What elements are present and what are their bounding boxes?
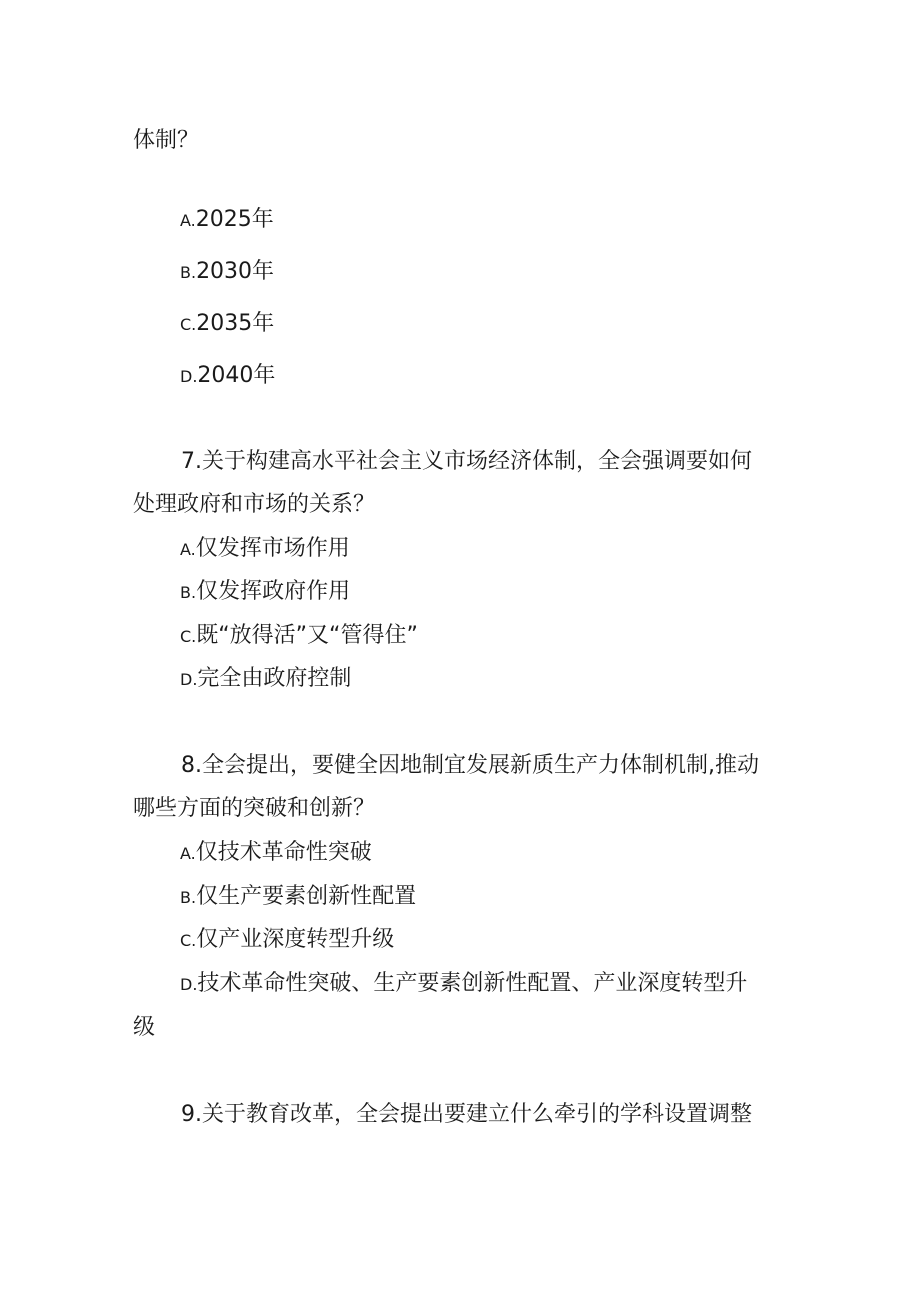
q8-stem-line1: 8.全会提出，要健全因地制宜发展新质生产力体制机制,推动	[181, 753, 759, 778]
q9-stem-line1: 9.关于教育改革，全会提出要建立什么牵引的学科设置调整	[181, 1102, 752, 1127]
option-text: 仅发挥市场作用	[195, 536, 350, 561]
option-letter: A.	[180, 844, 196, 863]
option-letter: B.	[180, 583, 197, 602]
option-letter: D.	[180, 975, 198, 994]
option-letter: C.	[180, 931, 197, 950]
option-text: 仅生产要素创新性配置	[196, 884, 417, 909]
q8-option-d	[180, 969, 747, 1000]
q8-option-b	[180, 882, 416, 913]
option-text: 2030年	[196, 259, 275, 284]
option-letter: C.	[180, 315, 197, 334]
q6-option-b	[180, 257, 274, 288]
q7-option-c	[180, 621, 418, 652]
q7-option-b	[180, 577, 350, 608]
option-letter: B.	[180, 888, 197, 907]
option-text: 2040年	[197, 363, 276, 388]
q7-option-d	[180, 664, 351, 695]
q6-option-d	[180, 361, 275, 392]
option-text: 2025年	[195, 207, 274, 232]
option-letter: D.	[180, 670, 198, 689]
option-text: 既“放得活”又“管得住”	[196, 623, 418, 648]
question-continuation: 体制？	[133, 128, 200, 153]
option-letter: B.	[180, 263, 197, 282]
option-text: 仅发挥政府作用	[196, 579, 351, 604]
option-text: 技术革命性突破、生产要素创新性配置、产业深度转型升	[197, 971, 748, 996]
q6-option-a	[180, 205, 274, 236]
option-letter: C.	[180, 627, 197, 646]
option-letter: A.	[180, 211, 196, 230]
option-text: 2035年	[196, 311, 275, 336]
option-text: 仅技术革命性突破	[195, 840, 372, 865]
q7-stem-line1: 7.关于构建高水平社会主义市场经济体制，全会强调要如何	[181, 449, 752, 474]
option-text: 完全由政府控制	[197, 666, 352, 691]
option-letter: D.	[180, 367, 198, 386]
option-letter: A.	[180, 540, 196, 559]
q8-option-a	[180, 838, 372, 869]
q8-option-d-wrap: 级	[133, 1015, 156, 1040]
q6-option-c	[180, 309, 274, 340]
option-text: 仅产业深度转型升级	[196, 927, 395, 952]
q7-stem-line2: 处理政府和市场的关系？	[133, 492, 376, 517]
q8-option-c	[180, 925, 394, 956]
q8-stem-line2: 哪些方面的突破和创新？	[133, 796, 376, 821]
q7-option-a	[180, 534, 350, 565]
